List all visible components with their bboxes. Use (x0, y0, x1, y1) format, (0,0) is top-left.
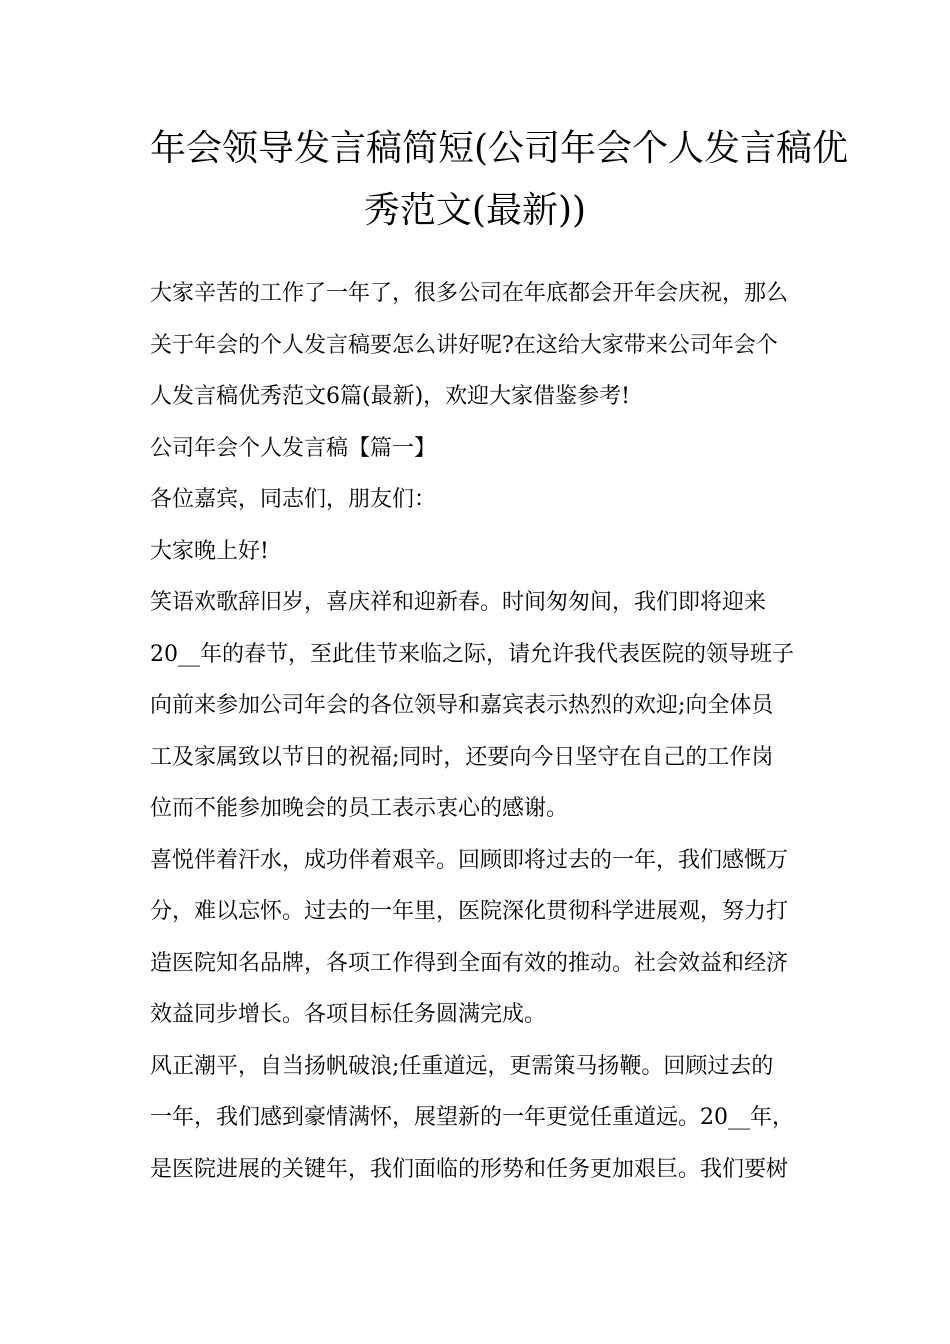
greeting-line: 大家晚上好! (150, 538, 269, 564)
intro-line-1: 大家辛苦的工作了一年了，很多公司在年底都会开年会庆祝，那么 (150, 281, 789, 306)
title-line-2: 秀范文(最新)) (363, 190, 587, 231)
paragraph-line: 喜悦伴着汗水，成功伴着艰辛。回顾即将过去的一年，我们感慨万 (150, 847, 789, 873)
paragraph-line: 向前来参加公司年会的各位领导和嘉宾表示热烈的欢迎;向全体员 (150, 693, 774, 718)
paragraph-line: 工及家属致以节日的祝福;同时，还要向今日坚守在自己的工作岗 (150, 744, 774, 770)
paragraph-line: 风正潮平，自当扬帆破浪;任重道远，更需策马扬鞭。回顾过去的 (150, 1053, 774, 1079)
title-line-1: 年会领导发言稿简短(公司年会个人发言稿优 (150, 128, 849, 169)
paragraph-line: 笑语欢歌辞旧岁，喜庆祥和迎新春。时间匆匆间，我们即将迎来 (150, 590, 767, 615)
paragraph-line: 造医院知名品牌，各项工作得到全面有效的推动。社会效益和经济 (150, 950, 789, 976)
intro-line-3: 人发言稿优秀范文6篇(最新)，欢迎大家借鉴参考! (150, 384, 631, 409)
paragraph-line: 一年，我们感到豪情满怀，展望新的一年更觉任重道远。20__年， (150, 1105, 794, 1130)
paragraph-line: 是医院进展的关键年，我们面临的形势和任务更加艰巨。我们要树 (150, 1156, 789, 1182)
paragraph-line: 效益同步增长。各项目标任务圆满完成。 (150, 1002, 547, 1027)
document-title (150, 118, 849, 242)
salutation-line: 各位嘉宾，同志们，朋友们： (150, 487, 437, 512)
document-body (150, 268, 805, 1195)
intro-line-2: 关于年会的个人发言稿要怎么讲好呢?在这给大家带来公司年会个 (150, 332, 778, 358)
paragraph-line: 位而不能参加晚会的员工表示衷心的感谢。 (150, 796, 569, 821)
paragraph-line: 分，难以忘怀。过去的一年里，医院深化贯彻科学进展观，努力打 (150, 899, 789, 924)
paragraph-line: 20__年的春节，至此佳节来临之际，请允许我代表医院的领导班子 (150, 641, 794, 667)
section-heading: 公司年会个人发言稿【篇一】 (150, 435, 437, 461)
